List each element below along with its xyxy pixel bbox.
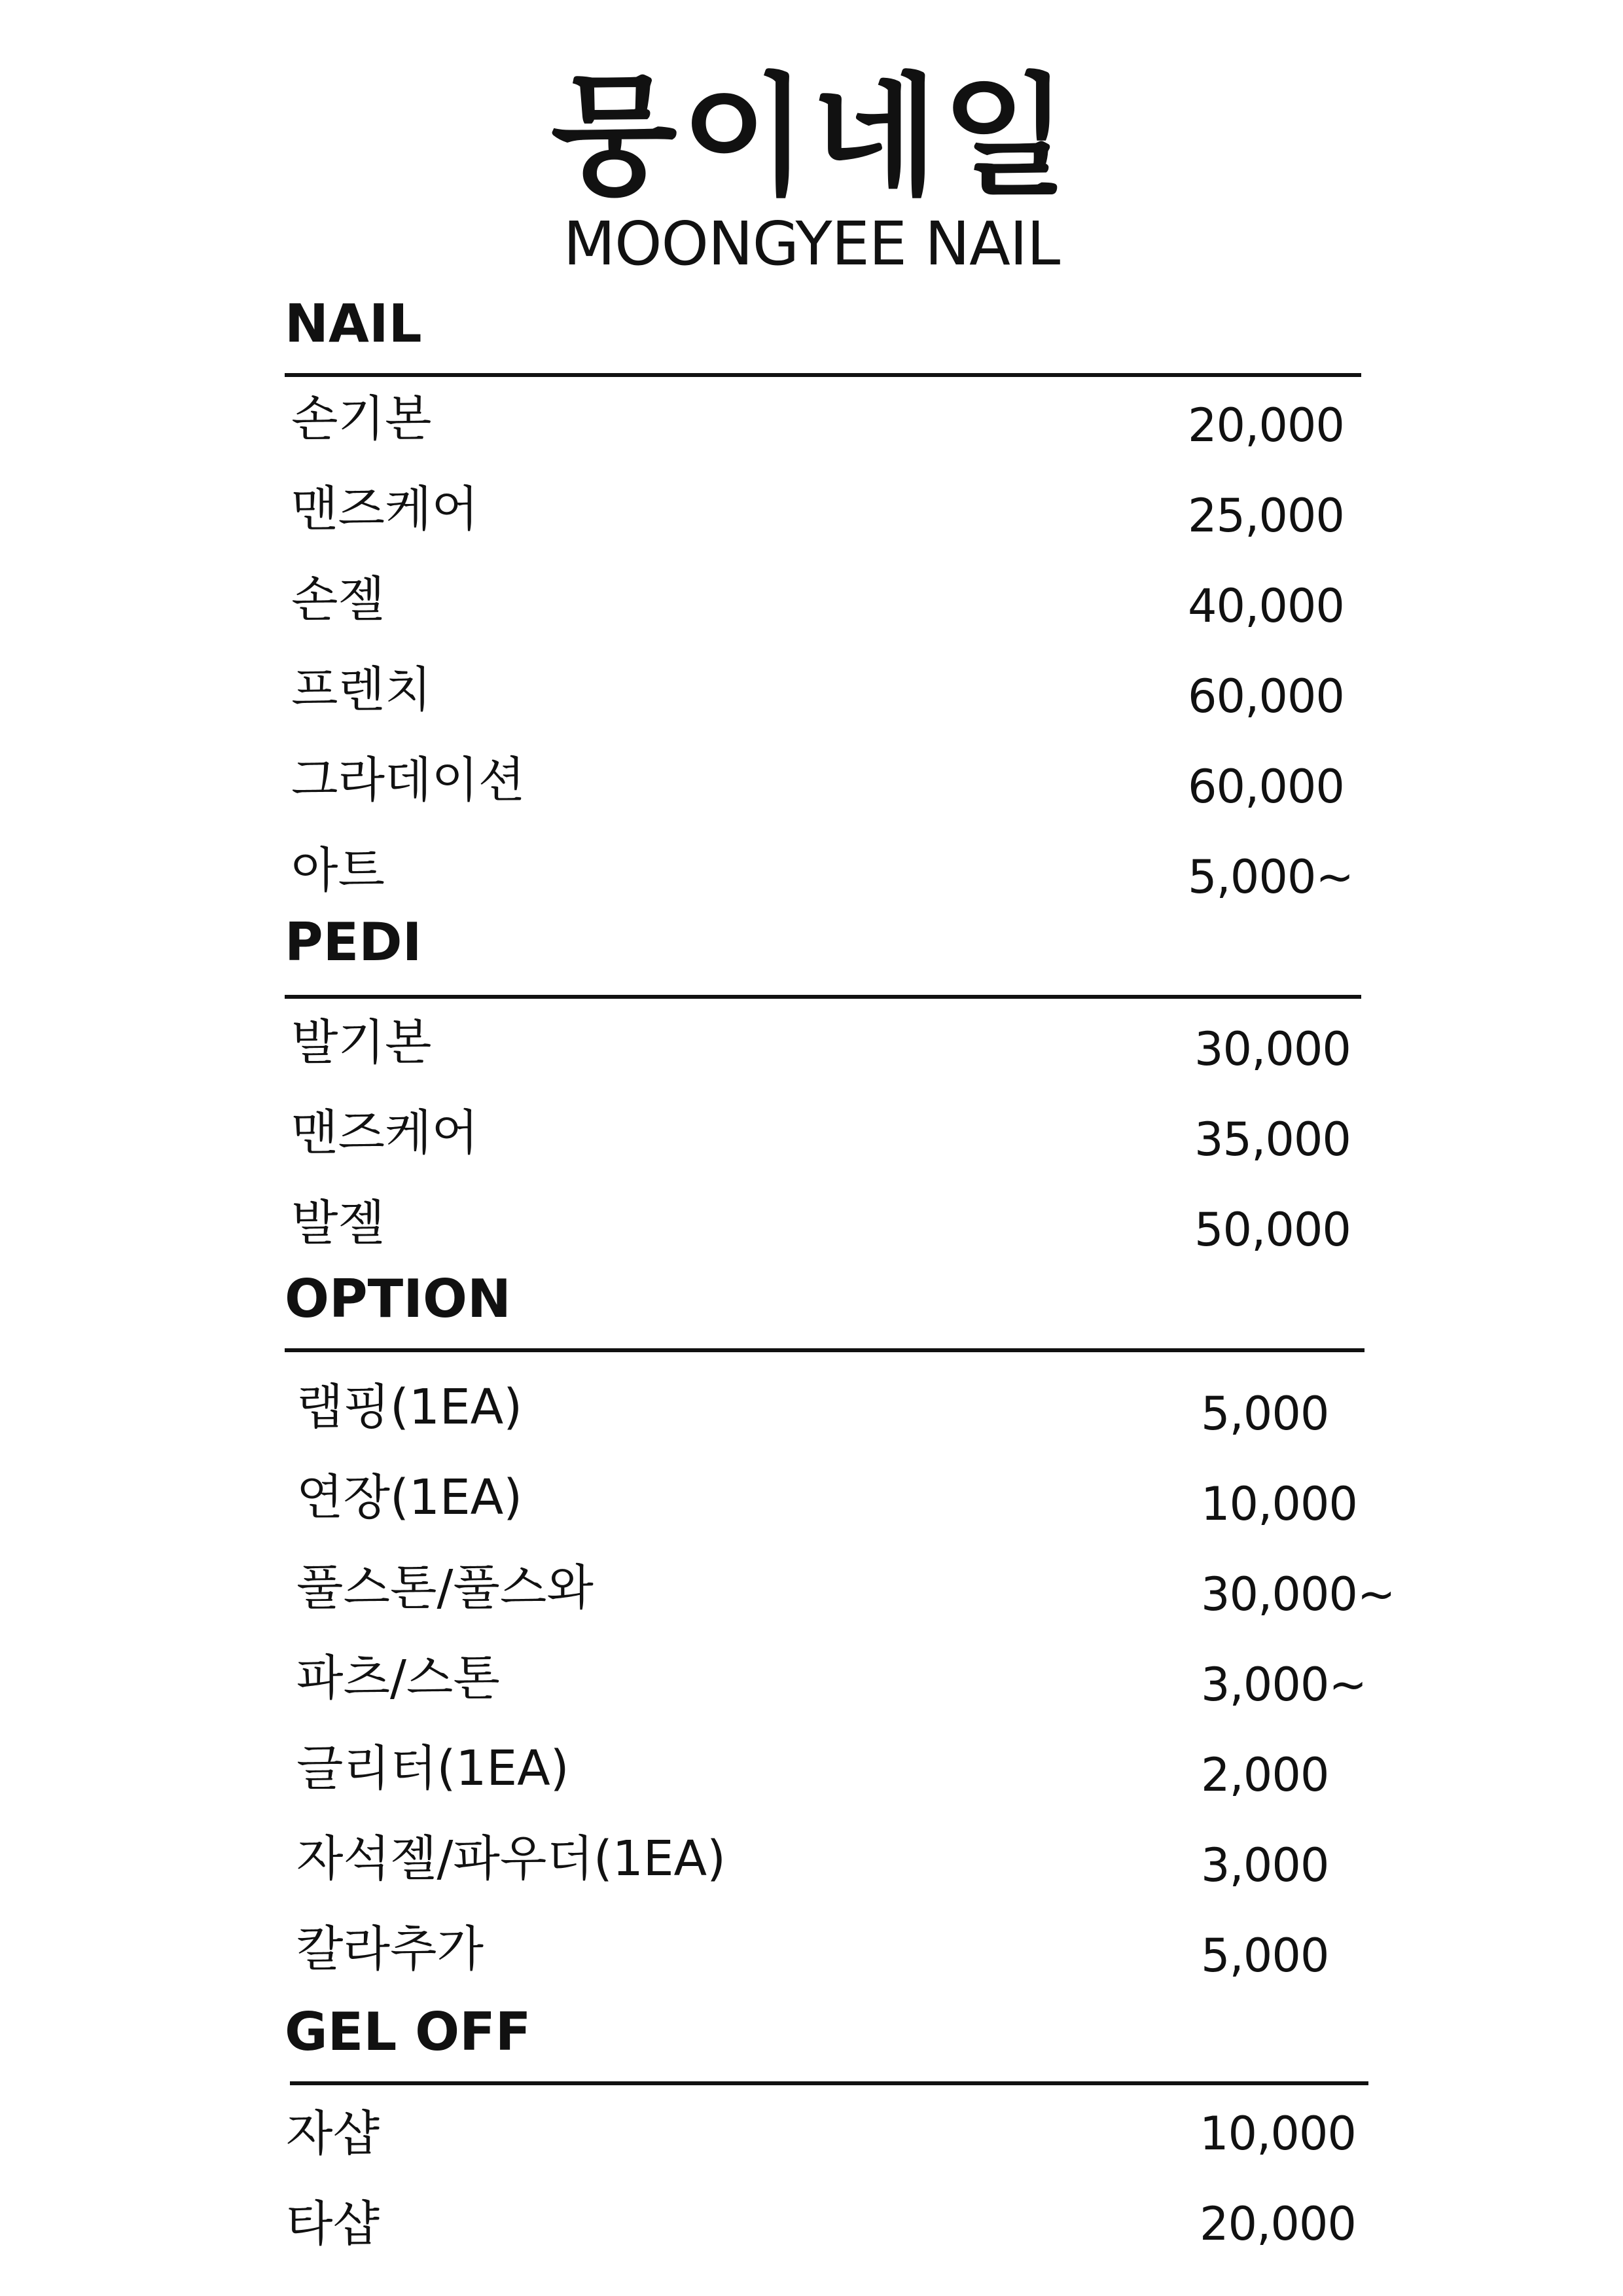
menu-item xyxy=(285,476,1358,555)
menu-item xyxy=(285,1100,1358,1179)
item-price: 20,000 xyxy=(1188,399,1344,452)
item-price: 3,000 xyxy=(1201,1839,1329,1892)
item-name: 풀스톤/풀스와 xyxy=(296,1560,594,1616)
item-name: 연장(1EA) xyxy=(296,1469,523,1526)
item-name: 글리터(1EA) xyxy=(296,1740,569,1797)
item-name: 발젤 xyxy=(291,1195,385,1251)
section-divider xyxy=(285,995,1361,999)
item-name: 랩핑(1EA) xyxy=(296,1379,523,1435)
shop-title-korean: 뭉이네일 xyxy=(550,61,1073,213)
item-name: 칼라추가 xyxy=(296,1921,484,1977)
menu-item xyxy=(285,1645,1367,1724)
section-divider xyxy=(290,2081,1368,2085)
item-name: 타샵 xyxy=(286,2196,380,2252)
menu-item xyxy=(285,1374,1358,1453)
menu-item xyxy=(285,1916,1358,1995)
item-price: 10,000 xyxy=(1200,2107,1356,2161)
shop-title-english: MOONGYEE NAIL xyxy=(563,209,1060,279)
menu-item xyxy=(285,2101,1358,2179)
menu-item xyxy=(285,747,1358,826)
item-price: 3,000~ xyxy=(1201,1658,1367,1712)
menu-item xyxy=(285,1010,1358,1088)
menu-item xyxy=(285,838,1358,916)
item-price: 60,000 xyxy=(1188,760,1344,814)
item-price: 20,000 xyxy=(1200,2197,1356,2251)
item-price: 35,000 xyxy=(1194,1113,1351,1166)
item-name: 파츠/스톤 xyxy=(296,1650,500,1706)
item-price: 5,000 xyxy=(1201,1929,1329,1982)
menu-item xyxy=(285,1465,1358,1543)
item-price: 30,000~ xyxy=(1201,1568,1395,1621)
item-price: 10,000 xyxy=(1201,1477,1357,1531)
item-price: 40,000 xyxy=(1188,579,1344,633)
section-title: GEL OFF xyxy=(285,2001,531,2062)
item-price: 50,000 xyxy=(1194,1203,1351,1257)
item-name: 그라데이션 xyxy=(291,752,526,808)
item-name: 맨즈케어 xyxy=(291,481,478,537)
menu-item xyxy=(285,567,1358,645)
menu-item xyxy=(285,2191,1358,2270)
item-name: 프렌치 xyxy=(291,662,432,718)
item-name: 손젤 xyxy=(291,571,385,628)
item-name: 아트 xyxy=(291,842,385,899)
section-title: OPTION xyxy=(285,1268,511,1329)
item-name: 맨즈케어 xyxy=(291,1105,478,1161)
section-divider xyxy=(285,1348,1364,1352)
item-price: 5,000~ xyxy=(1188,850,1354,904)
item-name: 자샵 xyxy=(286,2106,380,2162)
item-name: 손기본 xyxy=(291,391,432,447)
item-price: 5,000 xyxy=(1201,1387,1329,1441)
menu-item xyxy=(285,1555,1395,1634)
menu-item xyxy=(285,386,1358,465)
menu-item xyxy=(285,1736,1358,1814)
item-price: 60,000 xyxy=(1188,670,1344,723)
section-divider xyxy=(285,373,1361,377)
item-price: 25,000 xyxy=(1188,489,1344,543)
item-price: 30,000 xyxy=(1194,1022,1351,1076)
item-name: 자석젤/파우더(1EA) xyxy=(296,1831,726,1887)
menu-item xyxy=(285,657,1358,736)
section-title: NAIL xyxy=(285,293,422,354)
item-price: 2,000 xyxy=(1201,1748,1329,1802)
menu-item xyxy=(285,1826,1358,1905)
item-name: 발기본 xyxy=(291,1014,432,1071)
section-title: PEDI xyxy=(285,912,422,973)
menu-item xyxy=(285,1191,1358,1269)
